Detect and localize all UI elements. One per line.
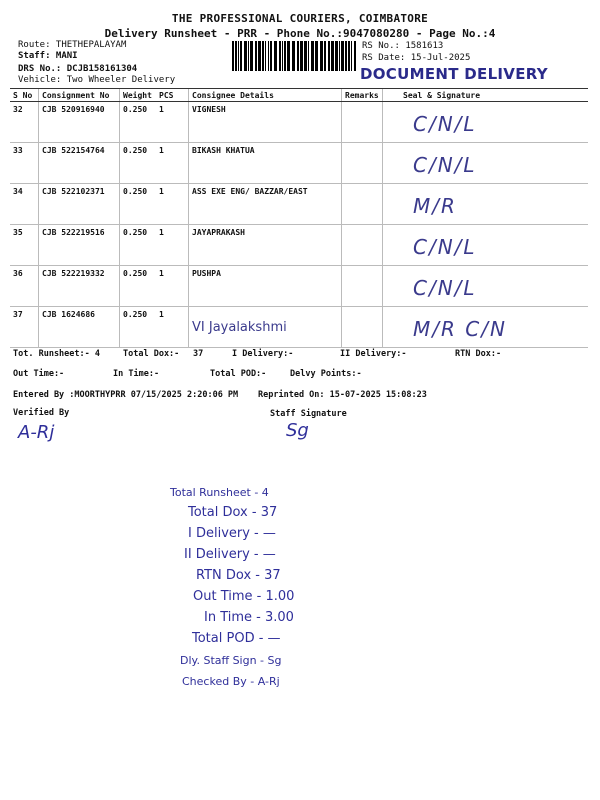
row-weight: 0.250 — [120, 266, 157, 307]
rs-number: RS No.: 1581613 — [362, 41, 444, 51]
handwritten-status: C/N/L — [413, 112, 477, 136]
col-weight: Weight — [120, 89, 157, 102]
ii-delivery: II Delivery:- — [340, 349, 407, 359]
row-pcs: 1 — [156, 225, 189, 266]
handwritten-status: C/N/L — [413, 276, 477, 300]
col-consignment: Consignment No — [39, 89, 120, 102]
row-consignment-no: CJB 522154764 — [39, 143, 120, 184]
row-sno: 35 — [10, 225, 39, 266]
col-consignee: Consignee Details — [189, 89, 342, 102]
row-weight: 0.250 — [120, 184, 157, 225]
hw-staff-sign: Dly. Staff Sign - Sg — [180, 654, 282, 667]
row-sno: 33 — [10, 143, 39, 184]
row-seal-signature — [383, 184, 589, 225]
rtn-dox: RTN Dox:- — [455, 349, 502, 359]
row-sno: 36 — [10, 266, 39, 307]
row-remarks — [342, 143, 383, 184]
row-consignment-no: CJB 522219332 — [39, 266, 120, 307]
row-seal-signature — [383, 102, 589, 143]
table-row — [10, 225, 588, 266]
col-pcs: PCS — [156, 89, 189, 102]
row-sno: 37 — [10, 307, 39, 348]
verified-signature: A-Rj — [18, 422, 55, 443]
row-weight: 0.250 — [120, 307, 157, 348]
row-pcs: 1 — [156, 184, 189, 225]
delvy-points: Delvy Points:- — [290, 369, 362, 379]
company-title: THE PROFESSIONAL COURIERS, COIMBATORE — [171, 12, 429, 25]
handwritten-status: M/R — [413, 194, 457, 218]
staff-signature-label: Staff Signature — [270, 409, 347, 419]
handwritten-status: C/N/L — [413, 235, 477, 259]
hw-total-dox: Total Dox - 37 — [188, 505, 278, 520]
row-weight: 0.250 — [120, 102, 157, 143]
table-row — [10, 143, 588, 184]
row-remarks — [342, 266, 383, 307]
verified-by-label: Verified By — [13, 408, 70, 418]
rs-info — [362, 40, 470, 64]
handwritten-consignee: VI Jayalakshmi — [192, 320, 287, 335]
hw-checked-by: Checked By - A-Rj — [182, 675, 280, 688]
hw-i-delivery: I Delivery - — — [188, 526, 276, 541]
reprinted-on: Reprinted On: 15-07-2025 15:08:23 — [258, 390, 427, 400]
table-header-row — [10, 89, 588, 102]
i-delivery: I Delivery:- — [232, 349, 294, 359]
staff: Staff: MANI — [18, 51, 78, 61]
hw-total-pod: Total POD - — — [192, 631, 281, 646]
row-pcs: 1 — [156, 102, 189, 143]
staff-signature: Sg — [286, 420, 309, 441]
in-time: In Time:- — [113, 369, 160, 379]
row-pcs: 1 — [156, 307, 189, 348]
consignment-table — [10, 88, 588, 348]
handwritten-status: C/N/L — [413, 153, 477, 177]
row-consignment-no: CJB 1624686 — [39, 307, 120, 348]
total-dox-value: 37 — [193, 349, 204, 359]
row-consignee: JAYAPRAKASH — [189, 225, 342, 266]
row-sno: 32 — [10, 102, 39, 143]
hw-rtn-dox: RTN Dox - 37 — [196, 568, 281, 583]
row-consignee: PUSHPA — [189, 266, 342, 307]
barcode-icon — [232, 41, 357, 71]
hw-out-time: Out Time - 1.00 — [193, 589, 295, 604]
row-seal-signature — [383, 143, 589, 184]
row-remarks — [342, 307, 383, 348]
row-weight: 0.250 — [120, 143, 157, 184]
row-consignee — [189, 307, 342, 348]
row-consignment-no: CJB 522219516 — [39, 225, 120, 266]
tot-runsheet: Tot. Runsheet:- 4 — [13, 349, 100, 359]
row-pcs: 1 — [156, 143, 189, 184]
hw-ii-delivery: II Delivery - — — [184, 547, 276, 562]
col-sno: S No — [10, 89, 39, 102]
col-seal: Seal & Signature — [383, 89, 589, 102]
out-time: Out Time:- — [13, 369, 65, 379]
vehicle: Vehicle: Two Wheeler Delivery — [18, 75, 176, 85]
row-consignment-no: CJB 520916940 — [39, 102, 120, 143]
row-weight: 0.250 — [120, 225, 157, 266]
row-remarks — [342, 102, 383, 143]
hw-total-runsheet: Total Runsheet - 4 — [170, 486, 269, 499]
drs-number: DRS No.: DCJB158161304 — [18, 64, 138, 74]
row-seal-signature — [383, 266, 589, 307]
row-consignee: VIGNESH — [189, 102, 342, 143]
table-row — [10, 184, 588, 225]
row-consignee: BIKASH KHATUA — [189, 143, 342, 184]
total-dox-label: Total Dox:- — [123, 349, 180, 359]
row-seal-signature — [383, 225, 589, 266]
route-info — [18, 40, 175, 86]
handwritten-status: M/R C/N — [413, 317, 507, 341]
table-row — [10, 266, 588, 307]
total-pod: Total POD:- — [210, 369, 267, 379]
table-row — [10, 307, 588, 348]
entered-by: Entered By :MOORTHYPRR 07/15/2025 2:20:06 PM — [13, 390, 239, 400]
hw-in-time: In Time - 3.00 — [204, 610, 294, 625]
document-delivery-stamp: DOCUMENT DELIVERY — [360, 65, 548, 83]
row-consignment-no: CJB 522102371 — [39, 184, 120, 225]
rs-date: RS Date: 15-Jul-2025 — [362, 53, 471, 63]
row-remarks — [342, 225, 383, 266]
row-consignee: ASS EXE ENG/ BAZZAR/EAST — [189, 184, 342, 225]
row-seal-signature — [383, 307, 589, 348]
route: Route: THETHEPALAYAM — [18, 40, 127, 50]
table-row — [10, 102, 588, 143]
col-remarks: Remarks — [342, 89, 383, 102]
row-remarks — [342, 184, 383, 225]
runsheet-subtitle: Delivery Runsheet - PRR - Phone No.:9047080280 - Page No.:4 — [104, 27, 496, 40]
row-sno: 34 — [10, 184, 39, 225]
row-pcs: 1 — [156, 266, 189, 307]
